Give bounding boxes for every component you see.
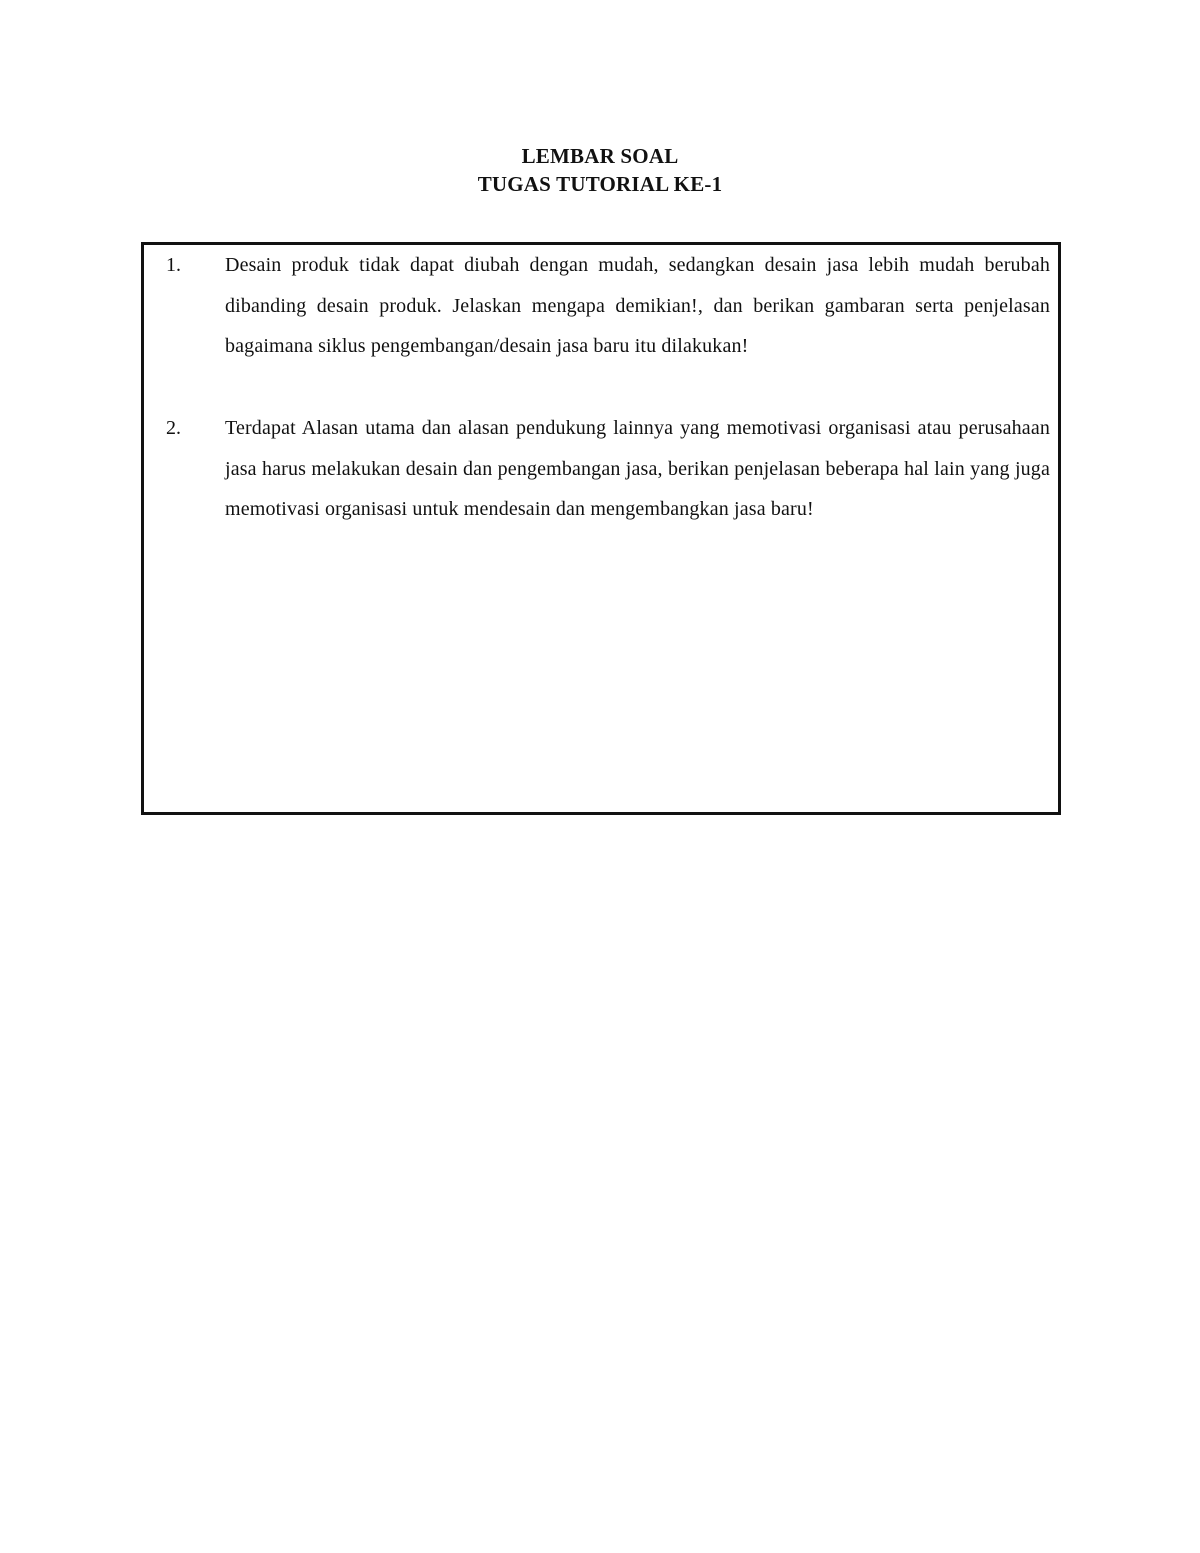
question-box bbox=[141, 242, 1061, 815]
question-text: Desain produk tidak dapat diubah dengan mudah, sedangkan desain jasa lebih mudah berubah dibanding desain produk. Jelaskan mengapa demikian!, dan berikan gambaran serta penjelasan bagaimana siklus pengembangan/desain jasa baru itu dilakukan! bbox=[225, 254, 1050, 357]
question-number: 1. bbox=[166, 254, 181, 276]
question-number: 2. bbox=[166, 417, 181, 439]
title-tugas-tutorial: TUGAS TUTORIAL KE-1 bbox=[477, 172, 723, 196]
title-lembar-soal: LEMBAR SOAL bbox=[521, 144, 679, 168]
question-text: Terdapat Alasan utama dan alasan pendukung lainnya yang memotivasi organisasi atau perusahaan jasa harus melakukan desain dan pengembangan jasa, berikan penjelasan beberapa hal lain yang juga memotivasi organisasi untuk mendesain dan mengembangkan jasa baru! bbox=[225, 417, 1050, 520]
title-block bbox=[0, 142, 1200, 198]
